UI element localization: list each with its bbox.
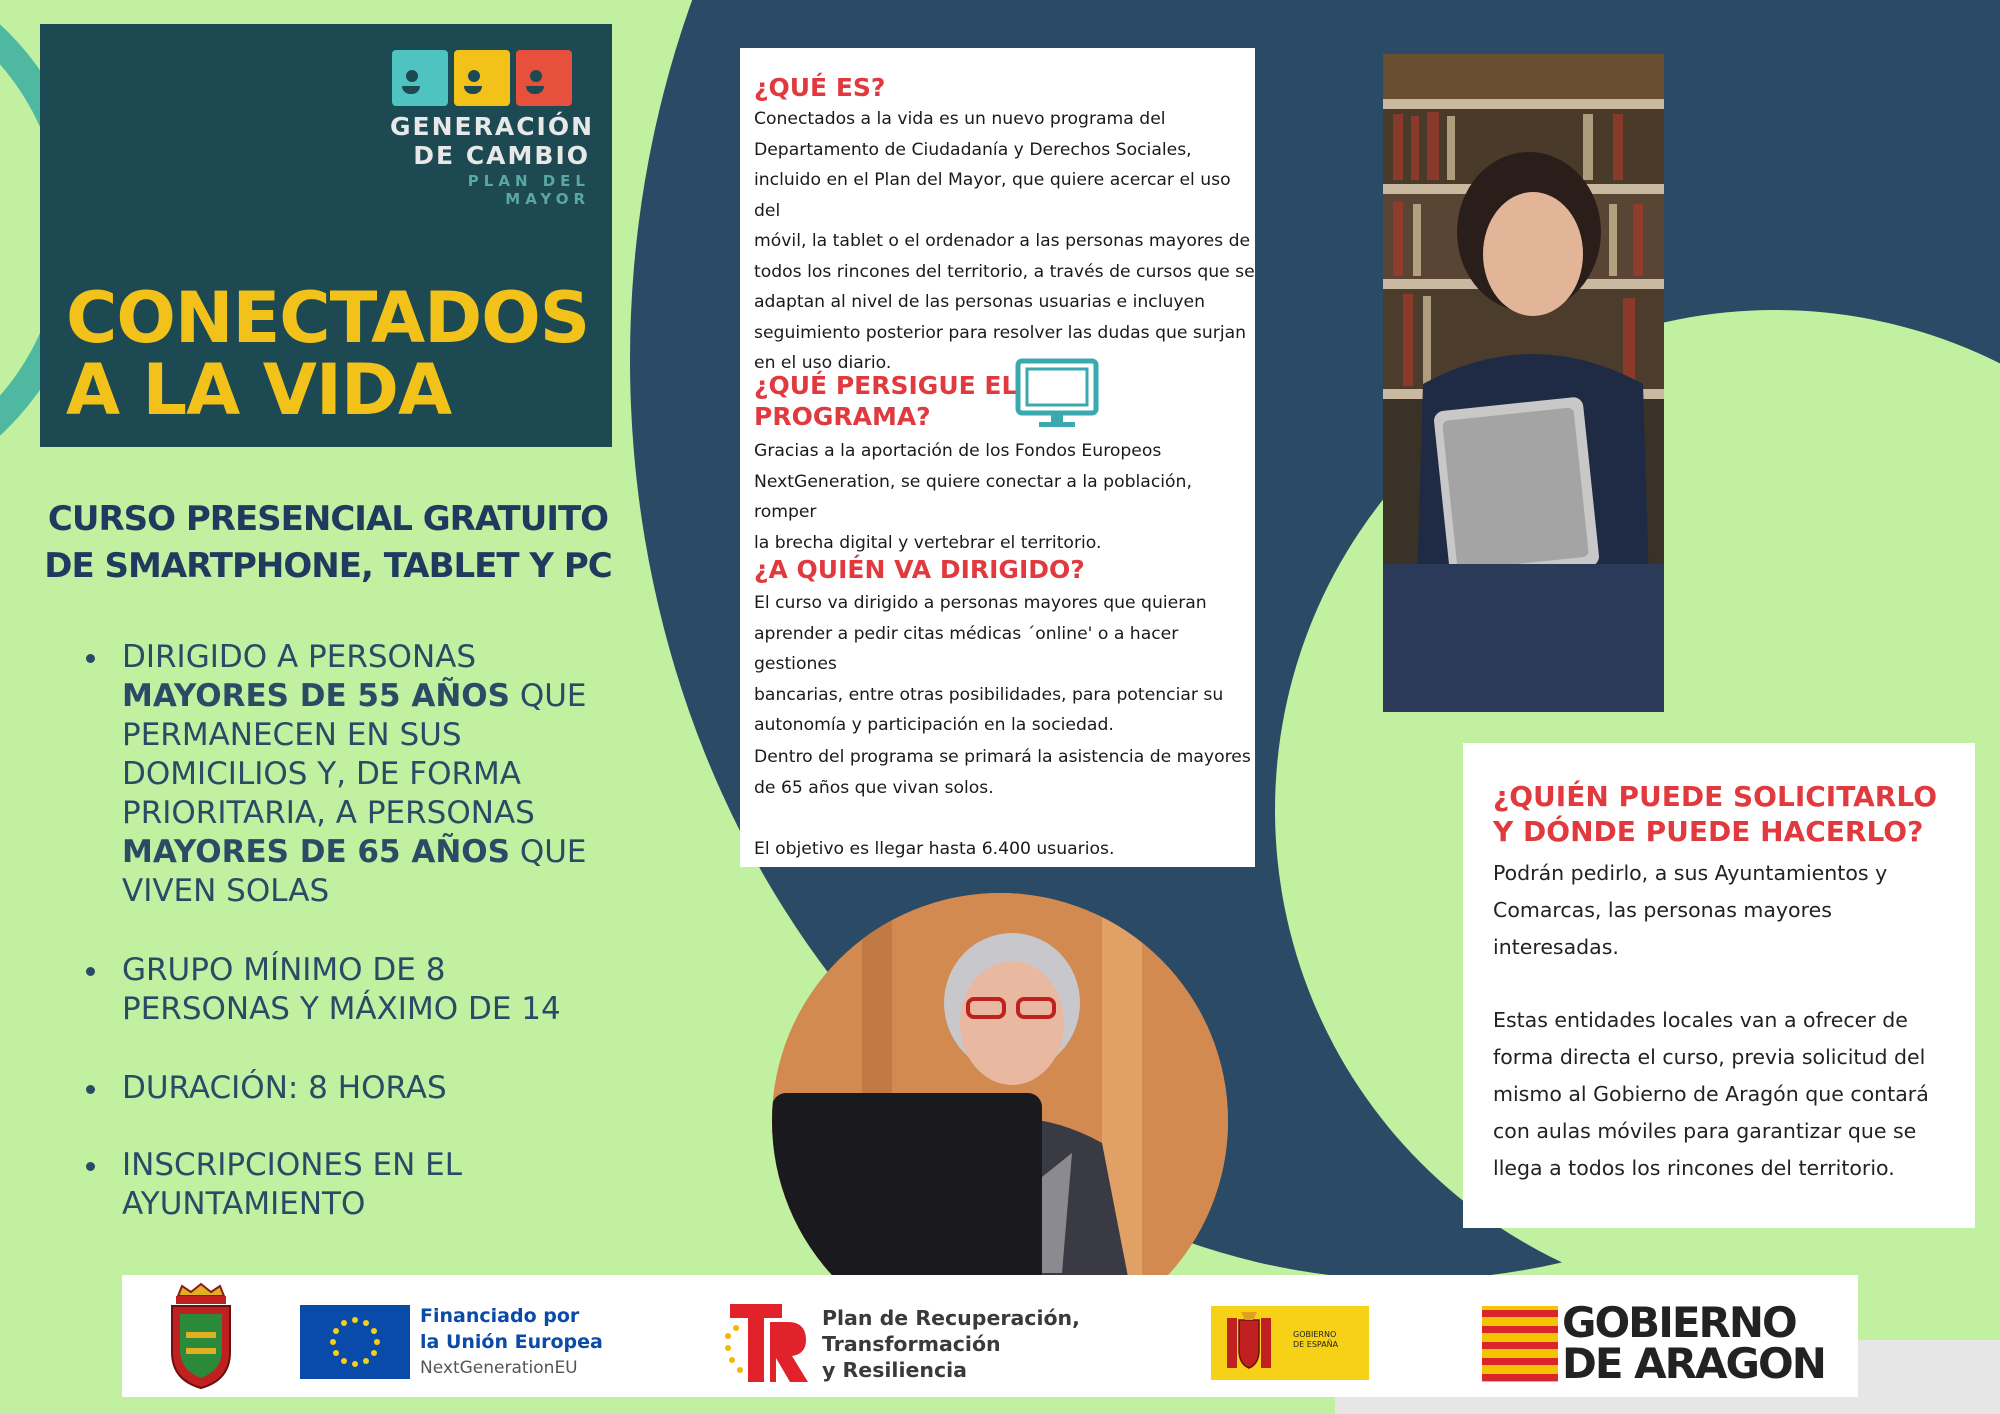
section-text-who: Podrán pedirlo, a sus Ayuntamientos y Comarcas, las personas mayores interesadas. bbox=[1493, 861, 1888, 959]
section-heading-who: ¿QUIÉN PUEDE SOLICITARLO Y DÓNDE PUEDE HACERLO? bbox=[1493, 780, 1938, 848]
list-item: DIRIGIDO A PERSONAS MAYORES DE 55 AÑOS QUE PERMANECEN EN SUS DOMICILIOS Y, DE FORMA PRIORITARIA, A PERSONAS MAYORES DE 65 AÑOS QUE VIVEN SOLAS bbox=[80, 638, 600, 911]
aragon-flag-icon bbox=[1482, 1306, 1558, 1382]
section-text-goal: Gracias a la aportación de los Fondos Europeos NextGeneration, se quiere conectar a la población, romper la brecha digital y vertebrar el territorio. bbox=[754, 441, 1192, 553]
eu-funding-text: Financiado por la Unión Europea NextGenerationEU bbox=[420, 1305, 603, 1378]
eu-stars-icon bbox=[300, 1305, 410, 1379]
section-text-priority: Dentro del programa se primará la asistencia de mayores de 65 años que vivan solos. bbox=[754, 747, 1251, 798]
section-heading-goal: ¿QUÉ PERSIGUE EL PROGRAMA? bbox=[754, 371, 1018, 431]
face-icons-group bbox=[392, 50, 572, 106]
eu-flag-icon bbox=[300, 1305, 410, 1379]
list-item: GRUPO MÍNIMO DE 8 PERSONAS Y MÁXIMO DE 14 bbox=[80, 951, 600, 1029]
course-title-line-2: DE SMARTPHONE, TABLET Y PC bbox=[44, 546, 612, 586]
yellow-face-icon bbox=[454, 50, 510, 106]
emphasis-text: MAYORES DE 65 AÑOS bbox=[122, 834, 510, 870]
program-info-card bbox=[740, 48, 1255, 867]
section-text-how: Estas entidades locales van a ofrecer de forma directa el curso, previa solicitud del mismo al Gobierno de Aragón que contará con aulas móviles para garantizar que se llega a todos los rincones del territorio. bbox=[1493, 1008, 1929, 1180]
brand-title bbox=[390, 112, 595, 170]
bookshelf-photo-illustration bbox=[1383, 54, 1664, 712]
brand-subtitle: PLAN DEL MAYOR bbox=[467, 172, 590, 208]
section-text-audience: El curso va dirigido a personas mayores que quieran aprender a pedir citas médicas ´online' o a hacer gestiones bancarias, entre otras posibilidades, para potenciar su autonomía y participación en la sociedad. bbox=[754, 593, 1224, 735]
conectados-logo-block bbox=[40, 24, 612, 447]
list-item: DURACIÓN: 8 HORAS bbox=[80, 1069, 600, 1108]
recovery-plan-text: Plan de Recuperación, Transformación y Resiliencia bbox=[822, 1306, 1080, 1382]
course-title bbox=[38, 496, 618, 590]
section-heading-audience: ¿A QUIÉN VA DIRIGIDO? bbox=[754, 555, 1085, 584]
government-of-aragon-text: GOBIERNO DE ARAGON bbox=[1562, 1298, 1825, 1388]
who-can-apply-card bbox=[1463, 743, 1975, 1228]
monitor-icon bbox=[1015, 358, 1099, 432]
spain-coat-of-arms-icon bbox=[1211, 1306, 1287, 1380]
recovery-plan-tr-logo-icon bbox=[722, 1300, 814, 1386]
program-title bbox=[66, 277, 590, 431]
list-item: INSCRIPCIONES EN EL AYUNTAMIENTO bbox=[80, 1146, 600, 1224]
course-title-line-1: CURSO PRESENCIAL GRATUITO bbox=[47, 499, 609, 539]
municipal-coat-of-arms-icon bbox=[166, 1282, 236, 1392]
section-text-what: Conectados a la vida es un nuevo programa del Departamento de Ciudadanía y Derechos Sociales, incluido en el Plan del Mayor, que quiere acercar el uso del móvil, la tablet o el ordenador a las personas mayores de todos los rincones del territorio, a través de cursos que se adaptan al nivel de las personas usuarias e incluyen seguimiento posterior para resolver las dudas que surjan en el uso diario. bbox=[754, 109, 1255, 373]
brand-line-2: DE CAMBIO bbox=[413, 141, 590, 170]
brand-line-1: GENERACIÓN bbox=[390, 112, 595, 141]
red-face-icon bbox=[516, 50, 572, 106]
program-title-line-1: CONECTADOS bbox=[66, 277, 590, 359]
section-heading-what: ¿QUÉ ES? bbox=[754, 73, 886, 102]
course-details-list bbox=[80, 638, 600, 1264]
government-of-spain-text: GOBIERNO DE ESPAÑA bbox=[1293, 1330, 1339, 1349]
teal-face-icon bbox=[392, 50, 448, 106]
emphasis-text: MAYORES DE 55 AÑOS bbox=[122, 678, 510, 714]
photo-woman-with-tablet bbox=[1383, 54, 1664, 712]
program-title-line-2: A LA VIDA bbox=[66, 349, 452, 431]
government-of-spain-logo bbox=[1211, 1306, 1369, 1380]
section-text-goal-users: El objetivo es llegar hasta 6.400 usuarios. bbox=[754, 839, 1115, 859]
